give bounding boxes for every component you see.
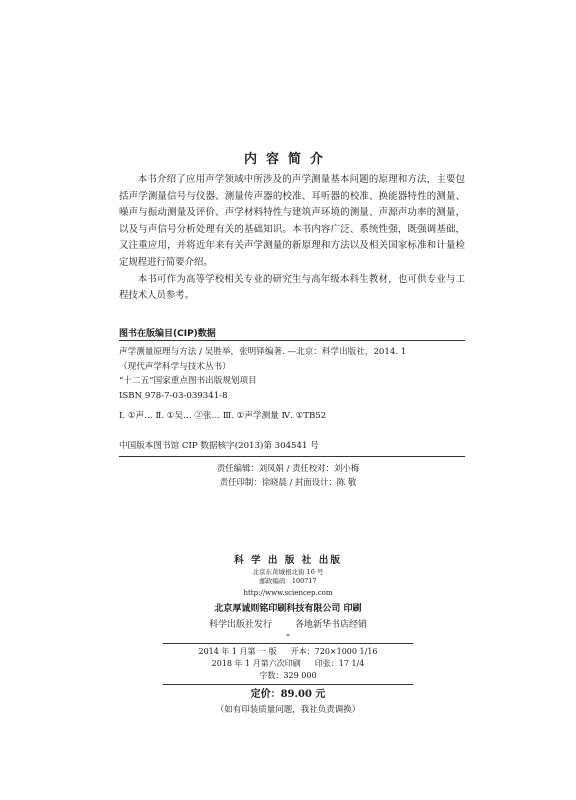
publisher-name: 科 学 出 版 社 出版	[234, 555, 342, 566]
publisher-address: 北京东黄城根北街 16 号	[252, 568, 324, 576]
intro-paragraph: 本书可作为高等学校相关专业的研究生与高年级本科生教材，也可供专业与工程技术人员参考。	[119, 273, 465, 302]
cip-line-title: 声学测量原理与方法 / 吴胜举，张明铎编著. —北京：科学出版社，2014. 1	[119, 347, 407, 357]
cip-line-classification: Ⅰ. ①声… Ⅱ. ①吴… ②张… Ⅲ. ①声学测量 Ⅳ. ①TB52	[119, 411, 327, 422]
publisher-block	[0, 553, 576, 717]
printer-name: 北京厚诚则铭印刷科技有限公司 印刷	[214, 604, 362, 614]
cip-record	[119, 345, 465, 424]
publisher-postcode: 邮政编码：100717	[259, 577, 317, 585]
intro-text	[119, 172, 465, 305]
intro-title: 内容简介	[243, 152, 332, 167]
cip-line-isbn: ISBN 978-7-03-039341-8	[119, 390, 228, 401]
intro-paragraph: 本书介绍了应用声学领域中所涉及的声学测量基本问题的原理和方法，主要包括声学测量信号与仪器、测量传声器的校准、耳听器的校准、换能器特性的测量、噪声与振动测量及评价、声学材料特性与建筑声环境的测量、声源声功率的测量，以及与声信号分析处理有关的基础知识。本书内容广泛、系统性强，既强调基础，又注重应用，并将近年来有关声学测量的新原理和方法以及相关国家标准和计量检定规程进行简要介绍。	[119, 174, 465, 268]
impression-info: 2018 年 1 月第六次印刷	[211, 659, 301, 668]
sheets-info: 印张：17 1/4	[314, 659, 365, 668]
staff-credits	[0, 461, 576, 489]
print-info	[0, 646, 576, 682]
cip-line-series: （现代声学科学与技术丛书）	[119, 361, 231, 372]
issuer: 科学出版社发行	[209, 620, 273, 630]
format-info: 开本：720×1000 1/16	[290, 647, 378, 656]
print-info-bottom-rule	[163, 684, 413, 685]
words-info: 字数：329 000	[259, 671, 317, 680]
seller: 各地新华书店经销	[294, 620, 367, 630]
cip-top-rule	[119, 340, 465, 341]
cip-number: 中国版本图书馆 CIP 数据核字(2013)第 304541 号	[119, 441, 319, 451]
publisher-url: http://www.sciencep.com	[243, 589, 333, 597]
staff-line-production: 责任印制：徐晓晨 / 封面设计：陈 敬	[219, 477, 357, 487]
quality-notice: （如有印装质量问题，我社负责调换）	[215, 705, 361, 715]
edition-info: 2014 年 1 月第 一 版	[198, 647, 277, 656]
staff-line-editors: 责任编辑：刘凤娟 / 责任校对：刘小梅	[216, 463, 360, 473]
cip-heading: 图书在版编目(CIP)数据	[119, 329, 216, 339]
price: 定价：89.00 元	[250, 689, 326, 700]
distribution-line	[0, 617, 576, 633]
print-info-top-rule	[163, 643, 413, 644]
cip-line-project: “十二五”国家重点图书出版规划项目	[119, 376, 257, 387]
separator-mark: *	[286, 633, 290, 641]
cip-bottom-rule	[119, 456, 465, 457]
